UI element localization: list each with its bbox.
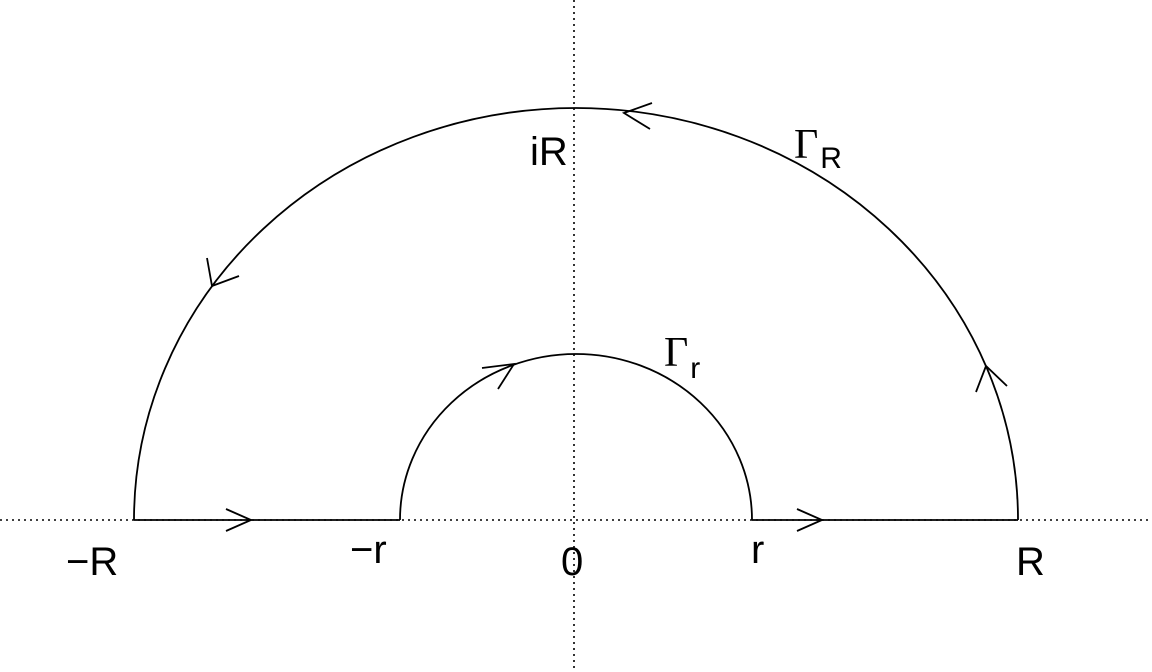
large-semicircle (134, 108, 1018, 520)
gamma-R-symbol: Γ (794, 122, 819, 168)
label-gamma-R (794, 122, 842, 175)
label-origin: 0 (561, 540, 584, 584)
gamma-r-symbol: Γ (664, 330, 689, 376)
label-gamma-r (664, 330, 700, 385)
arrow-large-arc-top (624, 103, 652, 129)
label-pos-R: R (1016, 540, 1045, 584)
gamma-R-subscript: R (820, 142, 842, 175)
label-pos-r: r (751, 528, 765, 572)
label-neg-R: −R (66, 540, 119, 584)
label-neg-r: −r (350, 528, 387, 572)
label-iR: iR (530, 130, 568, 174)
gamma-r-subscript: r (690, 352, 701, 385)
